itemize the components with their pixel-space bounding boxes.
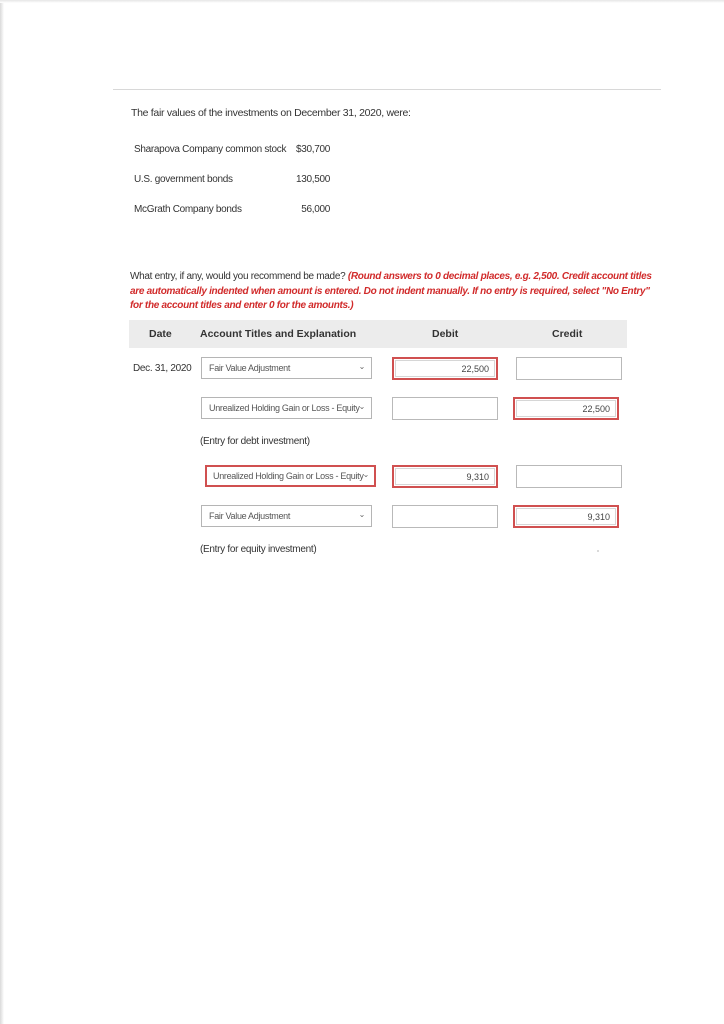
header-credit: Credit [552,328,583,340]
credit-value: 9,310 [587,512,610,522]
account-select[interactable] [205,465,376,487]
debit-value: 22,500 [461,364,489,374]
credit-value [517,466,621,471]
chevron-down-icon: ⌄ [358,402,365,411]
chevron-down-icon: ⌄ [358,362,365,371]
chevron-down-icon: ⌄ [362,470,369,479]
header-account: Account Titles and Explanation [200,328,357,340]
account-select[interactable] [201,357,372,379]
credit-input[interactable] [516,357,622,380]
fair-value-table [134,144,330,234]
investment-fair-value: 130,500 [295,174,330,185]
journal-header [129,320,627,348]
investment-fair-value: $30,700 [295,144,330,155]
question-text [130,270,660,314]
investment-fair-value: 56,000 [301,204,330,215]
chevron-down-icon: ⌄ [358,510,365,519]
debit-value [393,506,497,511]
investment-name: U.S. government bonds [134,174,233,185]
debit-input[interactable] [392,505,498,528]
header-debit: Debit [432,328,459,340]
investment-name: Sharapova Company common stock [134,144,287,155]
scan-edge [0,0,4,1024]
account-select-value: Fair Value Adjustment [209,363,291,373]
credit-value: 22,500 [582,404,610,414]
account-select-value: Fair Value Adjustment [209,511,291,521]
debit-input[interactable] [392,357,498,380]
scan-edge-top [0,0,724,3]
debit-input[interactable] [392,397,498,420]
table-row [134,144,330,174]
account-select[interactable] [201,397,372,419]
table-row [134,204,330,234]
credit-value [517,358,621,363]
debit-value [393,398,497,403]
table-row [134,174,330,204]
question-instruction: (Round answers to 0 decimal places, e.g. 2,500. Credit account titles are automatically indented when amount is entered. Do not indent manually. If no entry is required, select "No Entry" for the account titles and enter 0 for the amounts.) [130,271,652,311]
account-select-value: Unrealized Holding Gain or Loss - Equity [209,403,360,413]
equity-entry-note: (Entry for equity investment) [200,544,317,555]
scan-speck [597,550,599,552]
credit-input[interactable] [513,397,619,420]
credit-input[interactable] [516,465,622,488]
account-select[interactable] [201,505,372,527]
account-select-value: Unrealized Holding Gain or Loss - Equity [213,471,364,481]
investment-name: McGrath Company bonds [134,204,242,215]
intro-text: The fair values of the investments on December 31, 2020, were: [131,107,411,119]
debt-entry-note: (Entry for debt investment) [200,436,310,447]
header-date: Date [149,328,172,340]
debit-value: 9,310 [466,472,489,482]
credit-input[interactable] [513,505,619,528]
debit-input[interactable] [392,465,498,488]
entry-date: Dec. 31, 2020 [133,363,192,374]
top-divider [113,89,661,90]
question-prompt: What entry, if any, would you recommend be made? [130,271,346,282]
